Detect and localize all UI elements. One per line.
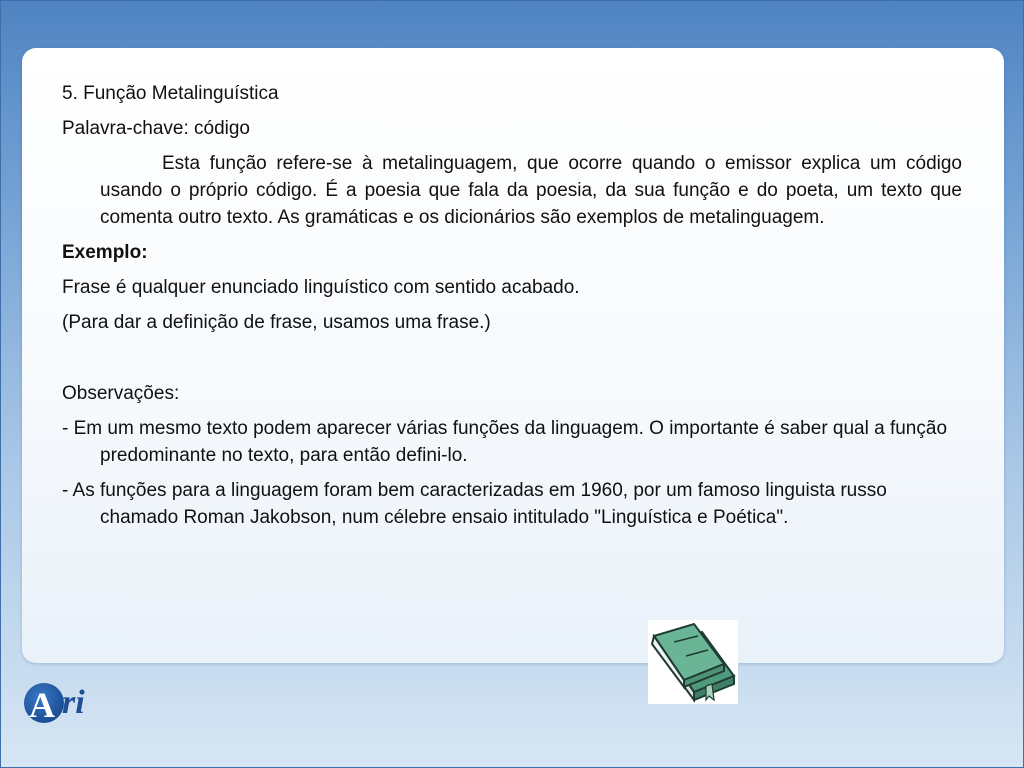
keyword-line: Palavra-chave: código	[62, 118, 250, 139]
book-icon	[648, 620, 738, 704]
observations-label: Observações:	[62, 383, 180, 404]
logo-text: ri	[62, 684, 85, 721]
example-sentence: Frase é qualquer enunciado linguístico com sentido acabado.	[62, 277, 580, 298]
spacer	[62, 344, 962, 380]
slide-text	[62, 80, 962, 539]
description-paragraph	[100, 150, 962, 231]
description-text: Esta função refere-se à metalinguagem, que ocorre quando o emissor explica um código usando o próprio código. É a poesia que fala da poesia, da sua função e do poeta, um texto que comenta outro texto. As gramáticas e os dicionários são exemplos de metalinguagem.	[100, 153, 962, 228]
observation-item: - As funções para a linguagem foram bem caracterizadas em 1960, por um famoso linguista russo chamado Roman Jakobson, num célebre ensaio intitulado "Linguística e Poética".	[62, 480, 887, 528]
slide-heading: 5. Função Metalinguística	[62, 83, 279, 104]
example-note: (Para dar a definição de frase, usamos uma frase.)	[62, 312, 491, 333]
example-label: Exemplo:	[62, 242, 148, 263]
book-illustration	[648, 620, 738, 704]
logo-letter: A	[29, 685, 55, 725]
observation-item: - Em um mesmo texto podem aparecer várias funções da linguagem. O importante é saber qual a função predominante no texto, para então defini-lo.	[62, 418, 948, 466]
ari-logo	[24, 683, 114, 735]
